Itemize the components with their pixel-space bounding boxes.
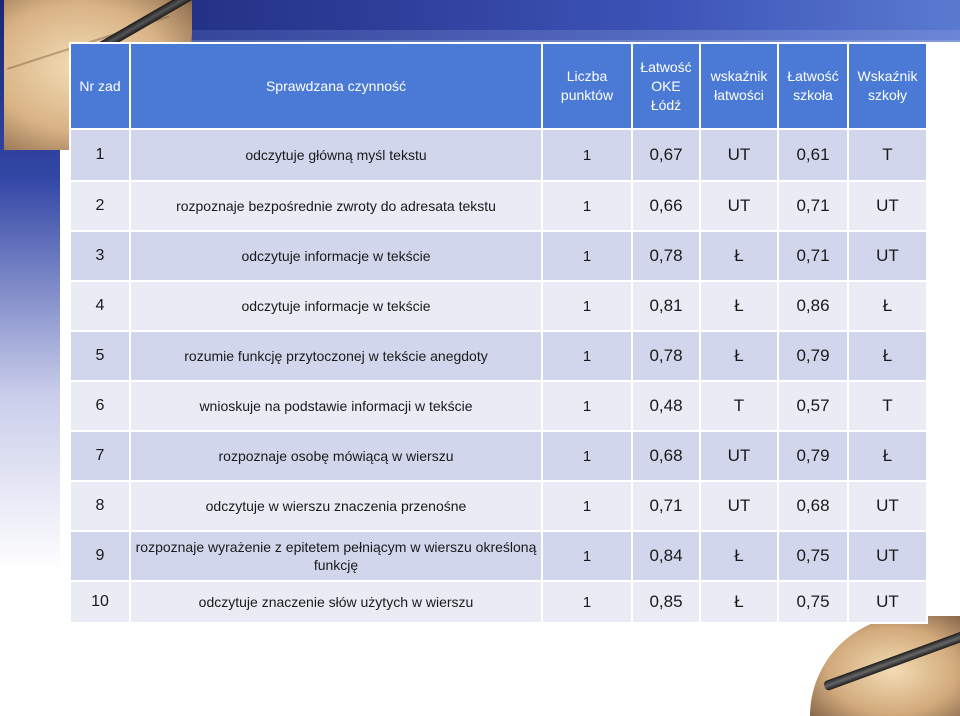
cell-nr: 7 [70, 431, 130, 481]
cell-points: 1 [542, 481, 632, 531]
header-activity: Sprawdzana czynność [130, 43, 542, 129]
table-row [70, 481, 927, 531]
header-wskaznik-latwosci: wskaźnik łatwości [700, 43, 778, 129]
cell-school-label: Ł [848, 431, 927, 481]
cell-oke-value: 0,85 [632, 581, 700, 623]
cell-school-value: 0,86 [778, 281, 848, 331]
cell-nr: 5 [70, 331, 130, 381]
cell-school-label: Ł [848, 331, 927, 381]
cell-nr: 2 [70, 181, 130, 231]
cell-school-value: 0,68 [778, 481, 848, 531]
table-row [70, 281, 927, 331]
cell-oke-value: 0,68 [632, 431, 700, 481]
cell-school-value: 0,71 [778, 231, 848, 281]
cell-oke-value: 0,78 [632, 331, 700, 381]
cell-activity: wnioskuje na podstawie informacji w tekście [130, 381, 542, 431]
cell-oke-value: 0,66 [632, 181, 700, 231]
cell-activity: odczytuje główną myśl tekstu [130, 129, 542, 181]
cell-oke-label: Ł [700, 581, 778, 623]
table-row [70, 381, 927, 431]
cell-activity: rozpoznaje bezpośrednie zwroty do adresata tekstu [130, 181, 542, 231]
cell-points: 1 [542, 381, 632, 431]
cell-activity: odczytuje znaczenie słów użytych w wierszu [130, 581, 542, 623]
cell-school-label: T [848, 381, 927, 431]
cell-oke-value: 0,71 [632, 481, 700, 531]
header-oke-lodz: Łatwość OKE Łódź [632, 43, 700, 129]
table-row [70, 129, 927, 181]
cell-points: 1 [542, 331, 632, 381]
table-row [70, 581, 927, 623]
cell-school-value: 0,79 [778, 331, 848, 381]
cell-oke-label: UT [700, 129, 778, 181]
decorative-pen-photo-corner [810, 616, 960, 716]
cell-school-value: 0,57 [778, 381, 848, 431]
cell-points: 1 [542, 281, 632, 331]
table-row [70, 431, 927, 481]
cell-activity: rozumie funkcję przytoczonej w tekście anegdoty [130, 331, 542, 381]
header-wskaznik-szkoly: Wskaźnik szkoły [848, 43, 927, 129]
fountain-pen-icon [823, 631, 960, 692]
cell-activity: odczytuje informacje w tekście [130, 231, 542, 281]
header-points: Liczba punktów [542, 43, 632, 129]
cell-points: 1 [542, 581, 632, 623]
cell-nr: 9 [70, 531, 130, 581]
cell-school-value: 0,79 [778, 431, 848, 481]
cell-school-label: UT [848, 231, 927, 281]
table-header-row [70, 43, 927, 129]
cell-school-label: UT [848, 481, 927, 531]
cell-points: 1 [542, 129, 632, 181]
cell-nr: 6 [70, 381, 130, 431]
cell-school-value: 0,61 [778, 129, 848, 181]
cell-school-label: UT [848, 581, 927, 623]
cell-oke-label: Ł [700, 231, 778, 281]
cell-oke-label: UT [700, 181, 778, 231]
cell-oke-label: T [700, 381, 778, 431]
cell-activity: odczytuje w wierszu znaczenia przenośne [130, 481, 542, 531]
cell-school-label: Ł [848, 281, 927, 331]
cell-nr: 3 [70, 231, 130, 281]
table-row [70, 181, 927, 231]
cell-oke-label: Ł [700, 331, 778, 381]
cell-nr: 8 [70, 481, 130, 531]
cell-points: 1 [542, 231, 632, 281]
cell-school-label: T [848, 129, 927, 181]
cell-oke-value: 0,84 [632, 531, 700, 581]
cell-school-value: 0,75 [778, 531, 848, 581]
table-row [70, 331, 927, 381]
cell-nr: 10 [70, 581, 130, 623]
table-row [70, 231, 927, 281]
cell-school-label: UT [848, 181, 927, 231]
cell-oke-value: 0,67 [632, 129, 700, 181]
cell-school-label: UT [848, 531, 927, 581]
cell-oke-label: UT [700, 481, 778, 531]
cell-oke-value: 0,81 [632, 281, 700, 331]
cell-oke-label: UT [700, 431, 778, 481]
cell-oke-value: 0,48 [632, 381, 700, 431]
cell-points: 1 [542, 531, 632, 581]
cell-activity: rozpoznaje osobę mówiącą w wierszu [130, 431, 542, 481]
cell-oke-value: 0,78 [632, 231, 700, 281]
cell-activity: odczytuje informacje w tekście [130, 281, 542, 331]
header-latwosc-szkola: Łatwość szkoła [778, 43, 848, 129]
cell-oke-label: Ł [700, 531, 778, 581]
cell-school-value: 0,75 [778, 581, 848, 623]
results-table [69, 42, 928, 624]
cell-points: 1 [542, 181, 632, 231]
table-row [70, 531, 927, 581]
cell-nr: 4 [70, 281, 130, 331]
cell-activity: rozpoznaje wyrażenie z epitetem pełniącym w wierszu określoną funkcję [130, 531, 542, 581]
cell-school-value: 0,71 [778, 181, 848, 231]
cell-nr: 1 [70, 129, 130, 181]
cell-oke-label: Ł [700, 281, 778, 331]
header-nr: Nr zad [70, 43, 130, 129]
cell-points: 1 [542, 431, 632, 481]
